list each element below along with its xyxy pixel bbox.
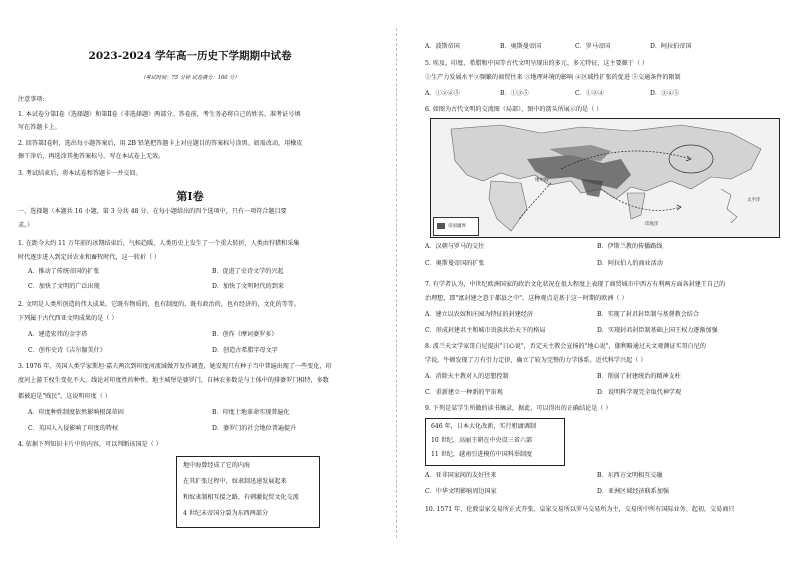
option-d: D．阿拉伯人的商业活动: [597, 260, 663, 267]
option-b: B．印度土地革命实现普遍化: [212, 409, 290, 416]
option-a: A．①②④⑤: [425, 90, 460, 97]
option-a: A．汉朝与罗马的交往: [425, 243, 485, 250]
note-line: 646 年，日本大化改新，实行租庸调制: [431, 423, 536, 430]
option-c: C．奥斯曼帝国的扩张: [425, 260, 485, 267]
question-line: 3. 1976 年，英国人类学家斯坦·嘉夫两次到印度河流域做开发作调查，她发现只有种子当中普遍出现了一些变化，印: [18, 363, 332, 370]
sea-label: 印度洋: [645, 222, 659, 227]
option-c: C．创作史诗《吉尔伽美什》: [28, 347, 106, 354]
question-line: 时代逐步进入到定居农业和畜牧时代，这一转折（ ）: [18, 254, 161, 261]
option-b: B．东西方文明相互交融: [597, 472, 663, 479]
question-line: 学说，牛顿发现了万有引力定律，确立了较为完整的力学体系。近代科学兴起（ ）: [425, 357, 647, 364]
option-c: C．①②④: [575, 90, 605, 97]
question-line: 7. 有学者认为，中世纪欧洲国家的政治文化状况在很大程度上表现了商贸城市中西方有利两方面各封建王自己的: [425, 281, 726, 288]
notice-line: 2. 回答第Ⅰ卷时，选出每小题答案后，用 2B 铅笔把答题卡上对应题目的答案标号涂黑。如需改动，用橡皮: [18, 140, 303, 147]
option-a: A．波斯帝国: [425, 43, 460, 50]
option-c: C．重新建立一种新的宇宙观: [425, 389, 503, 396]
option-d: D．③④⑤: [650, 90, 680, 97]
exam-meta: （考试时间：75 分钟 试卷满分：100 分）: [140, 75, 240, 81]
notice-line: 写在答题卡上。: [18, 124, 61, 131]
option-c: C．中华文明影响周边国家: [425, 488, 497, 495]
section-intro: 一、选择题（本题共 16 小题，第 3 分共 48 分。在每小题给出的四个选项中，只有一项符合题目要: [18, 208, 287, 215]
question-line: 都被迫是"贱民"。这说明印度（ ）: [18, 393, 111, 400]
knowledge-card: [176, 456, 320, 528]
legend-swatch: [437, 223, 445, 229]
option-a: A．推动了传统帝国的扩张: [28, 268, 100, 275]
map-graphic: [431, 119, 779, 237]
question-line: 下列属于古代西亚文明成果的是（ ）: [18, 315, 118, 322]
question-line: 1. 在距今大约 11 万年前的冰期结束后，气候趋暖，人类历史上发生了一个重大转折，人类由狩猎和采集: [18, 240, 300, 247]
option-b: B．伊斯兰教的传播路线: [597, 243, 663, 250]
card-line: 和奴隶制相互接之路，有刺激促贸文化交流: [183, 494, 299, 501]
card-line: 4 世纪末帝国分裂为东西两部分: [183, 510, 269, 517]
question-line: 6. 如图为古代文明的交流图（局部），图中的箭头所展示的是（ ）: [425, 106, 603, 113]
option-d: D．加快了文明时代的到来: [212, 283, 284, 290]
question-line: 度河上游王权生变化不大，线论对印度性的种性，地主城堡是婆罗门，自林农多数是与土体中的排婆罗门相特，多数: [18, 377, 329, 384]
sea-label: 地中海: [535, 178, 549, 183]
option-b: B．①③⑤: [500, 90, 529, 97]
question-line: 治理想，即"富封建之意于都县之中"。这种观点是基于这一时期的欧洲（ ）: [425, 295, 628, 302]
option-d: D．亚洲区域经济联系加强: [597, 488, 669, 495]
civilization-map: [430, 118, 780, 238]
option-d: D．创造古希腊字母文字: [212, 347, 278, 354]
option-d: D．阿拉伯帝国: [650, 43, 692, 50]
option-b: B．创作《摩诃婆罗多》: [212, 331, 278, 338]
question-line: 5. 埃及、印度、希腊和中国等古代文明呈现出的多元、多元特征，这主要源于（ ）: [425, 60, 648, 67]
notice-line: 3. 考试结束后，将本试卷和答题卡一并交回。: [18, 170, 142, 177]
card-line: 地中海曾经成了它的内海: [183, 462, 251, 469]
notice-title: 注意事项:: [18, 96, 45, 103]
option-a: A．亚非国家间的友好往来: [425, 472, 497, 479]
question-line: 4. 依据下列知识卡片中的内容，可以判断该国是（ ）: [18, 441, 162, 448]
question-line: 8. 波兰天文学家哥白尼提出"日心说"，否定天主教会宣扬的"地心说"，伽利略通过天文观测证实哥白尼的: [425, 343, 706, 350]
option-a: A．消除天主教对人的思想控制: [425, 373, 509, 380]
part-one-heading: 第Ⅰ卷: [176, 190, 204, 203]
notice-line: 擦干净后，再选涂其他答案标号。写在本试卷上无效。: [18, 153, 165, 160]
option-b: B．实现了封君封臣制与基督教会结合: [597, 311, 699, 318]
question-line: 10. 1571 年，伦敦皇家交易所正式开张。皇家交易所以罗马交易所为主，交易所中所有国际业务、起初，交易商只: [425, 506, 735, 513]
section-intro: 求。）: [18, 222, 34, 229]
option-b: B．促进了史诗文学的兴起: [212, 268, 284, 275]
map-legend: [433, 217, 479, 236]
option-c: C．形成封建君主和城市贵族共治天下的格局: [425, 327, 546, 334]
right-column: [397, 0, 794, 562]
option-d: D．实现封君封臣制基础上国王权力逐渐加强: [597, 327, 718, 334]
question-line: 2. 文明是人类所创造的伟大成果，它既有物质的，也有制度的，既有政治的，也有经济的，文化的等等。: [18, 301, 300, 308]
option-a: A．建立以农奴和庄园为特征的封建经济: [425, 311, 533, 318]
reading-notes-box: [425, 418, 565, 466]
question-line: ①生产力发展水平②频繁的商贸往来 ③地理环境的影响 ④区域性扩张的促进 ⑤交通条件的限制: [425, 74, 681, 81]
option-c: C．英国人入侵影响了印度的特权: [28, 425, 118, 432]
legend-label: 帝国疆界: [448, 224, 466, 229]
option-a: A．建造宏伟的金字塔: [28, 331, 88, 338]
exam-title: 2023-2024 学年高一历史下学期期中试卷: [88, 50, 292, 62]
sea-label: 太平洋: [747, 198, 761, 203]
note-line: 10 世纪，高丽王朝在中央设三省六部: [431, 437, 533, 444]
option-d: D．婆罗门的社会地位普遍提升: [212, 425, 297, 432]
option-b: B．削弱了封建统治的精神支柱: [597, 373, 681, 380]
option-b: B．奥斯曼帝国: [500, 43, 542, 50]
option-a: A．印度种姓制度依然影响根深蒂固: [28, 409, 124, 416]
question-line: 9. 下列是某学生所做的读书摘录，据此，可以得出的正确结论是（ ）: [425, 405, 612, 412]
note-line: 11 世纪，越南引进模仿中国科举制度: [431, 451, 533, 458]
option-d: D．说明科学观完全取代神学观: [597, 389, 682, 396]
card-line: 在其扩张过程中，奴隶制迅速发展起来: [183, 478, 287, 485]
option-c: C．罗马帝国: [575, 43, 611, 50]
option-c: C．加快了文明的广泛出现: [28, 283, 100, 290]
notice-line: 1. 本试卷分第Ⅰ卷（选择题）和第Ⅱ卷（非选择题）两部分。答卷前，考生务必将自己的姓名、准考证号填: [18, 111, 301, 118]
